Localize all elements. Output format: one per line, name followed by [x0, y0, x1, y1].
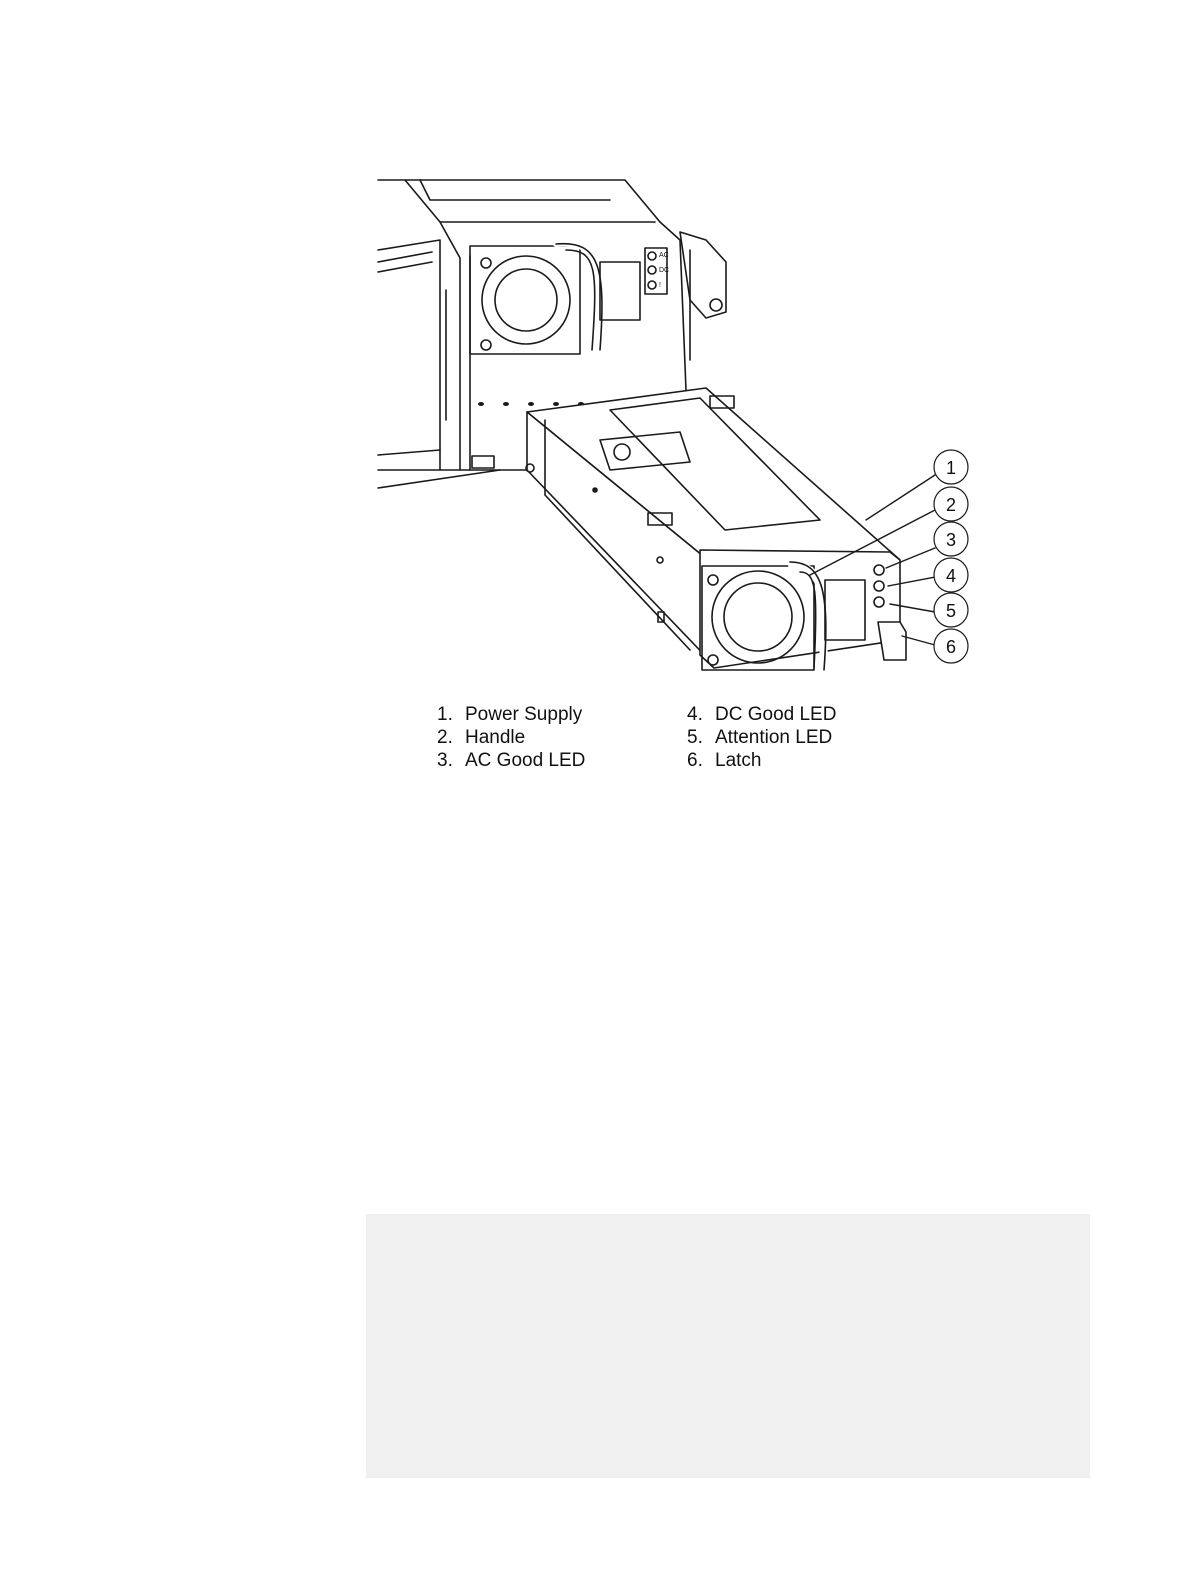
legend-right-column — [687, 703, 836, 772]
legend-item — [437, 703, 585, 726]
legend-item — [687, 703, 836, 726]
legend-label: Latch — [715, 750, 762, 771]
legend-number: 5. — [687, 727, 703, 748]
callout-number-6: 6 — [945, 637, 957, 657]
legend-item — [437, 749, 585, 772]
legend-label: Attention LED — [715, 727, 833, 748]
legend-item — [437, 726, 585, 749]
callout-number-5: 5 — [945, 601, 957, 621]
callout-number-4: 4 — [945, 566, 957, 586]
power-supply-module — [526, 388, 906, 670]
legend-number: 1. — [437, 704, 453, 725]
legend-item — [687, 749, 836, 772]
legend-label: Handle — [465, 727, 526, 748]
legend-label: AC Good LED — [465, 750, 586, 771]
callout-markers — [934, 450, 968, 663]
callout-number-1: 1 — [945, 458, 957, 478]
legend-label: Power Supply — [465, 704, 583, 725]
legend-number: 6. — [687, 750, 703, 771]
rack-label-attention: ! — [659, 282, 661, 289]
legend-left-column — [437, 703, 585, 772]
rack-label-ac: AC — [659, 252, 669, 259]
legend-number: 3. — [437, 750, 453, 771]
legend-number: 4. — [687, 704, 703, 725]
legend-item — [687, 726, 836, 749]
callout-number-2: 2 — [945, 495, 957, 515]
callout-number-3: 3 — [945, 530, 957, 550]
rack-label-dc: DC — [659, 267, 670, 274]
shaded-panel — [366, 1214, 1090, 1478]
legend-number: 2. — [437, 727, 453, 748]
legend-label: DC Good LED — [715, 704, 837, 725]
